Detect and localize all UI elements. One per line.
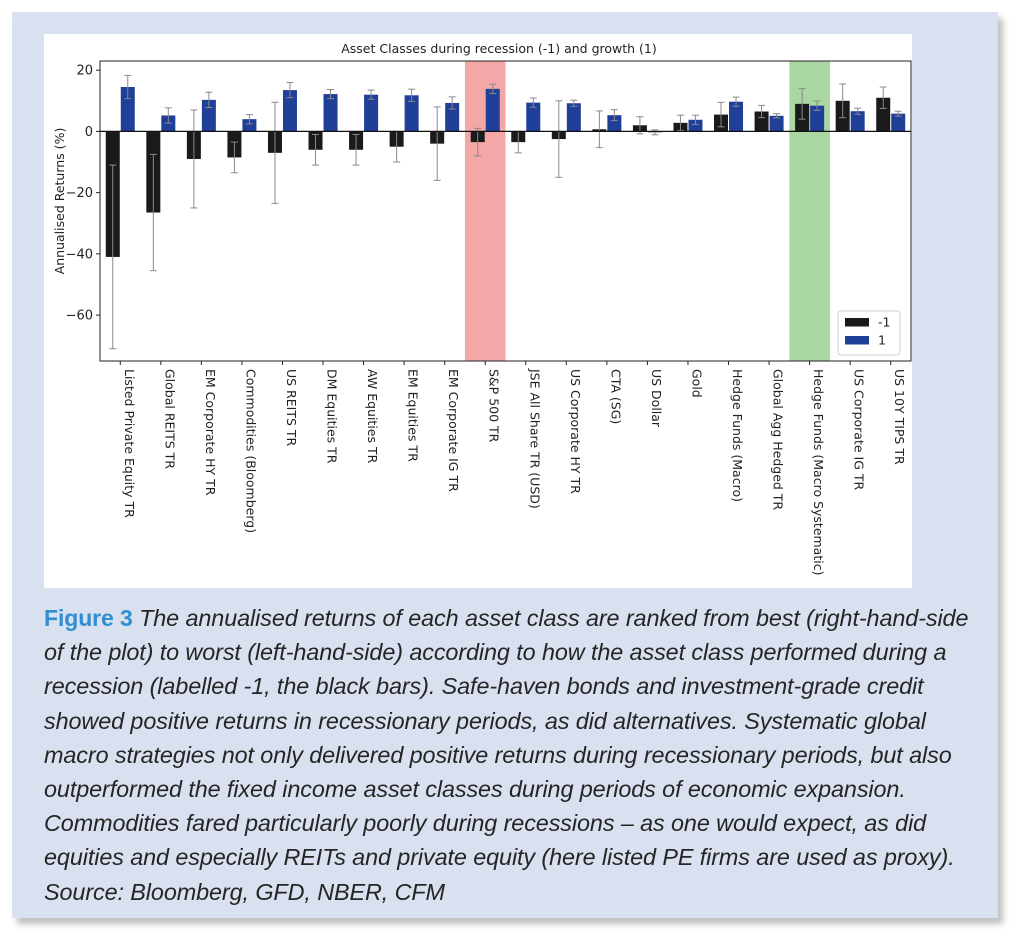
x-tick-label-us-corporate-ig-tr: US Corporate IG TR xyxy=(851,369,867,491)
x-tick-label-us-dollar: US Dollar xyxy=(648,369,664,428)
error-bar-growth-us-dollar xyxy=(651,130,658,135)
bar-growth-us-corporate-hy-tr xyxy=(567,103,581,131)
x-tick-label-em-equities-tr: EM Equities TR xyxy=(405,369,421,462)
x-tick-label-listed-private-equity-tr: Listed Private Equity TR xyxy=(121,369,137,518)
legend-box xyxy=(838,311,900,355)
x-tick-label-us-corporate-hy-tr: US Corporate HY TR xyxy=(567,369,583,494)
y-axis-label: Annualised Returns (%) xyxy=(52,127,67,275)
x-tick-label-gold: Gold xyxy=(689,369,705,398)
x-tick-label-em-corporate-ig-tr: EM Corporate IG TR xyxy=(446,369,462,492)
bar-growth-dm-equities-tr xyxy=(324,94,338,131)
bar-chart xyxy=(44,34,912,588)
y-tick-label: −60 xyxy=(65,308,93,324)
chart-legend xyxy=(838,311,900,355)
x-tick-label-em-corporate-hy-tr: EM Corporate HY TR xyxy=(202,369,218,496)
chart-container xyxy=(44,34,912,588)
chart-title: Asset Classes during recession (-1) and growth (1) xyxy=(341,41,657,56)
figure-caption xyxy=(44,601,984,909)
x-tick-label-aw-equities-tr: AW Equities TR xyxy=(365,369,381,464)
x-tick-label-commodities-bloomberg: Commodities (Bloomberg) xyxy=(243,369,259,534)
x-tick-label-hedge-funds-macro: Hedge Funds (Macro) xyxy=(730,369,746,502)
x-tick-label-global-reits-tr: Global REITS TR xyxy=(162,369,178,469)
legend-swatch-recession xyxy=(845,318,869,327)
x-tick-label-dm-equities-tr: DM Equities TR xyxy=(324,369,340,464)
x-tick-label-global-agg-hedged-tr: Global Agg Hedged TR xyxy=(770,369,786,511)
y-tick-label: 0 xyxy=(84,124,93,140)
bar-growth-aw-equities-tr xyxy=(364,95,378,132)
x-tick-label-hedge-funds-macro-systematic: Hedge Funds (Macro Systematic) xyxy=(811,369,827,576)
legend-label-recession: -1 xyxy=(878,314,891,330)
bar-growth-s-p-500-tr xyxy=(486,89,500,132)
x-tick-label-us-10y-tips-tr: US 10Y TIPS TR xyxy=(892,369,908,465)
x-tick-label-cta-sg: CTA (SG) xyxy=(608,369,624,425)
x-tick-label-s-p-500-tr: S&P 500 TR xyxy=(486,369,502,443)
legend-label-growth: 1 xyxy=(878,332,886,348)
y-tick-label: −40 xyxy=(65,247,93,263)
caption-text: The annualised returns of each asset class are ranked from best (right-hand-side of the plot) to worst (left-hand-side) according to how the asset class performed during a recession (labelled -1, the black bars). Safe-haven bonds and investment-grade credit showed positive returns in recessionary periods, as did alternatives. Systematic global macro strategies not only delivered positive returns during recessionary periods, but also outperformed the fixed income asset classes during periods of economic expansion. Commodities fared particularly poorly during recessions – as one would expect, as did equities and especially REITs and private equity (here listed PE firms are used as proxy). Source: Bloomberg, GFD, NBER, CFM xyxy=(44,605,969,905)
error-bar-recession-us-corporate-hy-tr xyxy=(555,101,562,178)
x-tick-label-jse-all-share-tr-usd: JSE All Share TR (USD) xyxy=(527,369,543,509)
legend-swatch-growth xyxy=(845,336,869,345)
y-tick-label: 20 xyxy=(76,63,93,79)
x-tick-label-us-reits-tr: US REITS TR xyxy=(283,369,299,447)
figure-label: Figure 3 xyxy=(44,605,133,631)
y-tick-label: −20 xyxy=(65,186,93,202)
